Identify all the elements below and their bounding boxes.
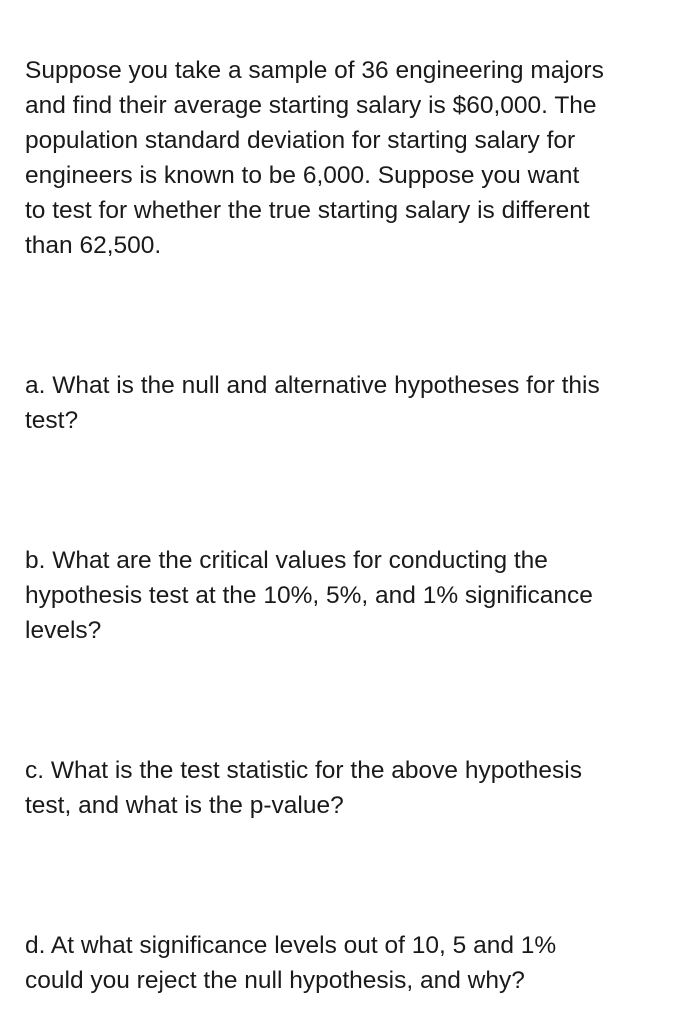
question-d: d. At what significance levels out of 10, 5 and 1% could you reject the null hypothesis, and why? — [25, 932, 557, 994]
question-a: a. What is the null and alternative hypotheses for this test? — [25, 372, 600, 434]
spacer — [25, 858, 675, 893]
problem-text — [25, 18, 675, 1033]
spacer — [25, 298, 675, 333]
spacer — [25, 473, 675, 508]
intro-paragraph: Suppose you take a sample of 36 engineering majors and find their average starting salary is $60,000. The population standard deviation for starting salary for engineers is known to be 6,000. Suppose you want to test for whether the true starting salary is different than 62,500. — [25, 57, 604, 259]
spacer — [25, 683, 675, 718]
question-b: b. What are the critical values for conducting the hypothesis test at the 10%, 5%, and 1% significance levels? — [25, 547, 593, 644]
question-c: c. What is the test statistic for the above hypothesis test, and what is the p-value? — [25, 757, 582, 819]
